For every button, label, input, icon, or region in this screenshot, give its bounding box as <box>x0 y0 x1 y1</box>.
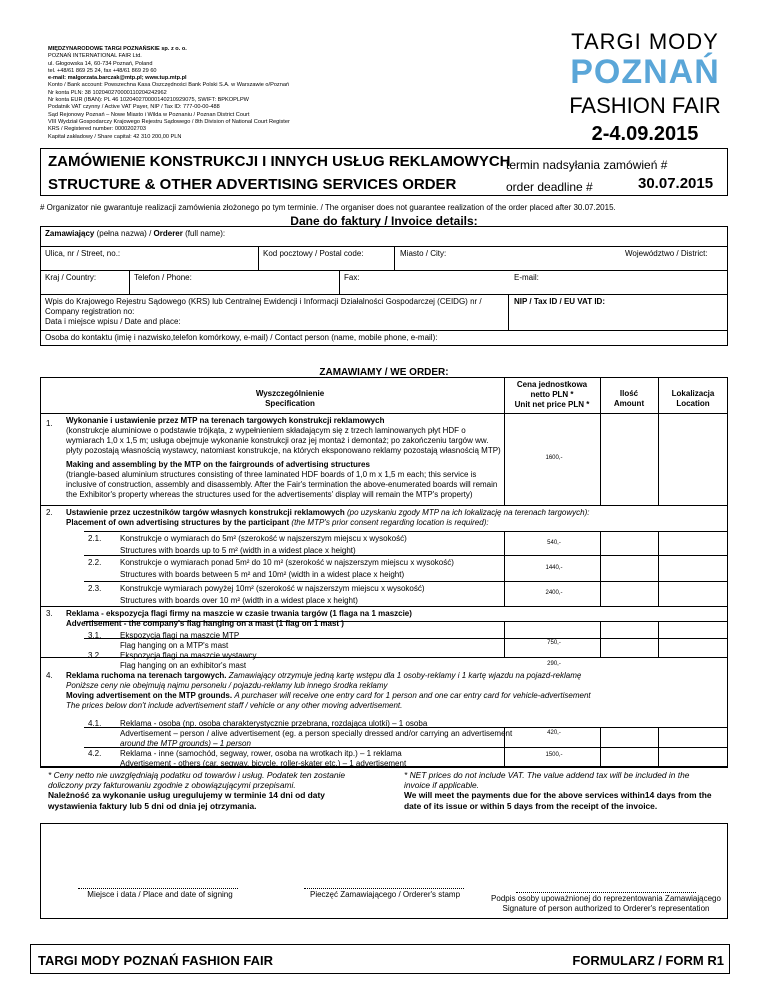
item2-1-pl: Konstrukcje o wymiarach do 5m² (szerokość w najszerszym miejscu x wysokość) <box>120 534 407 543</box>
deadline-en: order deadline # <box>506 180 593 194</box>
company-bank: Konto / Bank account: Powszechna Kasa Oszczędności Bank Polski S.A. w Warszawie o/Poznań <box>48 82 290 89</box>
item2-title-pl: Ustawienie przez uczestników targów własnych konstrukcji reklamowych <box>66 508 345 517</box>
item4-1-en2: around the MTP grounds) – 1 person <box>120 739 251 748</box>
logo-line1: TARGI MODY <box>571 29 719 54</box>
contact-person-field[interactable]: Osoba do kontaktu (imię i nazwisko,telefon komórkowy, e-mail) / Contact person (name, mobile phone, e-mail): <box>45 333 438 342</box>
item4-1-description <box>120 719 512 749</box>
item2-header <box>66 508 726 528</box>
email-field[interactable]: E-mail: <box>514 273 539 282</box>
item2-3-pl: Konstrukcje wymiarach powyżej 10m² (szerokość w najszerszym miejscu x wysokość) <box>120 584 425 593</box>
postal-code-field[interactable]: Kod pocztowy / Postal code: <box>263 249 364 258</box>
item2-3-number: 2.3. <box>88 584 102 593</box>
notes-pl <box>48 770 378 811</box>
item3-1-price: 750,- <box>547 640 561 646</box>
item3-2-price: 290,- <box>547 661 561 667</box>
item4-title-en: Moving advertisement on the MTP grounds. <box>66 691 233 700</box>
note-pl-4: wystawienia faktury lub 5 dni od dnia jej otrzymania. <box>48 800 257 811</box>
item1-desc-en1: (triangle-based aluminium structures consisting of three laminated HDF boards of 1,0 m x 1,5 m each; this service is <box>66 470 477 479</box>
col-loc-pl: Lokalizacja <box>671 389 715 398</box>
orderer-field[interactable]: Zamawiający (pełna nazwa) / Orderer (full name): <box>45 229 226 238</box>
company-account-eur: Nr konta EUR (IBAN): PL 46 102040270000140210929075, SWIFT: BPKOPLPW <box>48 97 249 104</box>
item2-1-price: 540,- <box>547 540 561 546</box>
item4-2-pl: Reklama - inne (samochód, segway, rower, osoba na wrotkach itp.) – 1 reklama <box>120 749 402 758</box>
signature-label <box>488 894 724 914</box>
country-field[interactable]: Kraj / Country: <box>45 273 97 282</box>
item2-1-number: 2.1. <box>88 534 102 543</box>
item3-number: 3. <box>46 609 53 618</box>
stamp-label: Pieczęć Zamawiającego / Orderer's stamp <box>309 890 461 899</box>
company-email: e-mail: malgorzata.barczak@mtp.pl; www.tup.mtp.pl <box>48 75 187 82</box>
item4-2-number: 4.2. <box>88 749 102 758</box>
item1-price: 1600,- <box>545 455 563 461</box>
item2-2-description <box>120 558 454 580</box>
krs-label: Wpis do Krajowego Rejestru Sądowego (KRS) lub Centralnej Ewidencji i Informacji Działalności Gospodarczej (CEIDG) nr / <box>45 297 482 306</box>
logo-line3: FASHION FAIR <box>569 93 721 118</box>
fax-field[interactable]: Fax: <box>344 273 360 282</box>
invoice-box <box>40 226 728 346</box>
item3-1-description <box>120 631 239 651</box>
item2-2-number: 2.2. <box>88 558 102 567</box>
signature-label-pl: Podpis osoby upoważnionej do reprezentowania Zamawiającego <box>491 894 721 903</box>
item4-note-pl: Poniższe ceny nie obejmują najmu personelu / pojazdu-reklamy lub innego środka reklamy <box>66 681 388 690</box>
fair-dates: 2-4.09.2015 <box>591 123 699 145</box>
item4-2-price: 1500,- <box>545 752 563 758</box>
item4-1-en: Advertisement – person / alive advertisement (eg. a person specially dressed and/or carrying an advertisement <box>120 729 513 738</box>
note-en-2: invoice if applicable. <box>404 780 479 791</box>
company-krs: KRS / Registered number: 0000202703 <box>48 126 146 133</box>
item3-2-number: 3.2. <box>88 651 102 660</box>
note-en-1: * NET prices do not include VAT. The value addend tax will be included in the <box>404 770 690 780</box>
col-qty-en: Amount <box>613 399 645 408</box>
item2-title-en-note: (the MTP's prior consent regarding location is required): <box>291 518 489 527</box>
item4-header <box>66 671 726 711</box>
item3-2-pl: Ekspozycja flagi na maszcie wystawcy <box>120 651 257 660</box>
fair-logo <box>560 30 730 146</box>
item2-1-description <box>120 534 407 556</box>
item1-desc-en2: inclusive of construction, assembly and disassembly. After the Fair's termination the above-enumerated boards will remain <box>66 480 498 489</box>
item4-2-description <box>120 749 406 769</box>
item1-title-pl: Wykonanie i ustawienie przez MTP na terenach targowych konstrukcji reklamowych <box>66 416 385 425</box>
item2-2-price: 1440,- <box>545 565 563 571</box>
item2-title-pl-note: (po uzyskaniu zgody MTP na ich lokalizację na terenach targowych): <box>347 508 590 517</box>
notes-en <box>404 770 734 811</box>
item4-note-en: The prices below don't include advertisement staff / vehicle or any other moving advertisement. <box>66 701 403 710</box>
note-en-4: date of its issue or within 5 days from the receipt of the invoice. <box>404 800 658 811</box>
deadline-date: 30.07.2015 <box>638 175 714 192</box>
nip-field[interactable]: NIP / Tax ID / EU VAT ID: <box>514 297 605 306</box>
note-pl-1: * Ceny netto nie uwzględniają podatku od towarów i usług. Podatek ten zostanie <box>48 770 346 780</box>
place-date-label: Miejsce i data / Place and date of signing <box>87 890 233 899</box>
item4-title-pl-note: Zamawiający otrzymuje jedną kartę wstępu dla 1 osoby-reklamy i 1 kartę wjazdu na pojazd-reklamę <box>228 671 582 680</box>
item3-1-number: 3.1. <box>88 631 102 640</box>
stamp-line[interactable] <box>304 888 464 889</box>
item4-1-pl: Reklama - osoba (np. osoba charakterystycznie przebrana, rozdająca ulotki) – 1 osoba <box>120 719 428 728</box>
col-qty-pl: Ilość <box>619 389 639 398</box>
company-court-division: VIII Wydział Gospodarczy Krajowego Rejestru Sądowego / 8th Division of National Court Register <box>48 118 290 125</box>
company-info <box>48 46 448 141</box>
district-field[interactable]: Województwo / District: <box>625 249 708 258</box>
col-amount <box>600 389 658 409</box>
item2-2-pl: Konstrukcje o wymiarach ponad 5m² do 10 m² (szerokość w najszerszym miejscu x wysokość) <box>120 558 454 567</box>
invoice-heading: Dane do faktury / Invoice details: <box>290 214 478 228</box>
place-date-line[interactable] <box>78 888 238 889</box>
item3-1-pl: Ekspozycja flagi na maszcie MTP <box>120 631 240 640</box>
item4-1-price: 420,- <box>547 730 561 736</box>
item4-2-en: Advertisement - others (car, segway, bicycle, roller-skater etc.) – 1 advertisement <box>120 759 407 768</box>
item4-1-number: 4.1. <box>88 719 102 728</box>
col-spec-pl: Wyszczególnienie <box>255 389 325 398</box>
col-location <box>658 389 728 409</box>
deadline-pl: termin nadsyłania zamówień # <box>506 158 668 172</box>
date-place-label: Data i miejsce wpisu / Date and place: <box>45 317 181 326</box>
item3-2-description <box>120 651 257 671</box>
col-price <box>504 380 600 410</box>
signature-label-en: Signature of person authorized to Orderer's representation <box>502 904 710 913</box>
signature-line[interactable] <box>516 892 696 893</box>
street-field[interactable]: Ulica, nr / Street, no.: <box>45 249 121 258</box>
company-phone: tel. +48/61 869 25 24, fax +48/61 869 29 60 <box>48 67 157 74</box>
col-spec-en: Specification <box>265 399 315 408</box>
col-price-pl: Cena jednostkowa <box>516 380 588 389</box>
logo-line2: POZNAŃ <box>570 53 720 91</box>
item2-number: 2. <box>46 508 53 517</box>
disclaimer: # Organizator nie gwarantuje realizacji zamówienia złożonego po tym terminie. / The organiser does not guarantee realization of the order placed after 30.07.2015. <box>40 203 616 212</box>
company-name-en: POZNAŃ INTERNATIONAL FAIR Ltd. <box>48 53 142 60</box>
note-pl-3: Należność za wykonanie usług uregulujemy w terminie 14 dni od daty <box>48 790 325 801</box>
title-en: STRUCTURE & OTHER ADVERTISING SERVICES ORDER <box>48 176 457 193</box>
note-en-3: We will meet the payments due for the above services within14 days from the <box>404 790 712 801</box>
item1-desc-pl2: wymiarach 1,0 x 1,5 m; usługa obejmuje wykonanie konstrukcji oraz jej montaż i demontaż; po zakończeniu targów ww. <box>66 436 489 445</box>
item3-title-pl: Reklama - ekspozycja flagi firmy na maszcie w czasie trwania targów (1 flaga na 1 maszcie) <box>66 609 412 618</box>
item2-2-en: Structures with boards between 5 m² and 10m² (width in a widest place x height) <box>120 570 405 579</box>
item1-title-en: Making and assembling by the MTP on the fairgrounds of advertising structures <box>66 460 370 469</box>
company-vat: Podatnik VAT czynny / Active VAT Payer, NIP / Tax ID: 777-00-00-488 <box>48 104 220 111</box>
item3-1-en: Flag hanging on a MTP's mast <box>120 641 229 650</box>
item2-1-en: Structures with boards up to 5 m² (width in a widest place x height) <box>120 546 356 555</box>
col-loc-en: Location <box>676 399 710 408</box>
col-price-pl2: netto PLN * <box>530 390 574 399</box>
order-heading: ZAMAWIAMY / WE ORDER: <box>319 367 449 378</box>
item4-title-pl: Reklama ruchoma na terenach targowych. <box>66 671 227 680</box>
item2-3-price: 2400,- <box>545 590 563 596</box>
item1-description <box>66 416 502 500</box>
item3-2-en: Flag hanging on an exhibitor's mast <box>120 661 247 670</box>
footer-right: FORMULARZ / FORM R1 <box>572 953 724 968</box>
col-price-en: Unit net price PLN * <box>514 400 590 409</box>
company-capital: Kapitał zakładowy / Share capital: 42 310 200,00 PLN <box>48 133 182 140</box>
phone-field[interactable]: Telefon / Phone: <box>134 273 192 282</box>
company-court: Sąd Rejonowy Poznań – Nowe Miasto i Wilda w Poznaniu / Poznan District Court <box>48 111 250 118</box>
item2-title-en: Placement of own advertising structures by the participant <box>66 518 290 527</box>
item2-3-description <box>120 584 425 606</box>
item4-number: 4. <box>46 671 53 680</box>
footer-left: TARGI MODY POZNAŃ FASHION FAIR <box>38 953 273 968</box>
item1-desc-pl3: płyty pozostają własnością wystawcy, natomiast konstrukcje, na których eksponowano reklamy pozostają własnością MTP) <box>66 446 501 455</box>
item1-number: 1. <box>46 419 53 428</box>
item2-3-en: Structures with boards over 10 m² (width in a widest place x height) <box>120 596 358 605</box>
item4-title-en-note: A purchaser will receive one entry card for 1 person and one car entry card for vehicle-advertisement <box>234 691 591 700</box>
krs-label-en: Company registration no: <box>45 307 135 316</box>
item3-header <box>66 609 412 629</box>
title-pl: ZAMÓWIENIE KONSTRUKCJI I INNYCH USŁUG REKLAMOWYCH <box>48 153 511 170</box>
company-address: ul. Głogowska 14, 60-734 Poznań, Poland <box>48 60 153 67</box>
company-name: MIĘDZYNARODOWE TARGI POZNAŃSKIE sp. z o. o. <box>48 46 187 52</box>
col-specification <box>200 389 380 409</box>
city-field[interactable]: Miasto / City: <box>400 249 447 258</box>
registration-field[interactable] <box>45 297 482 327</box>
item1-desc-pl1: (konstrukcje aluminiowe o podstawie trójkąta, z wypełnieniem składającym się z trzech laminowanych płyt HDF o <box>66 426 466 435</box>
item1-desc-en3: the Exhibitor's property whereas the structures used for the advertisements' display will remain the MTP's property) <box>66 490 473 499</box>
company-account-pln: Nr konta PLN: 38 102040270000110204242962 <box>48 89 167 96</box>
note-pl-2: doliczony przy fakturowaniu zgodnie z obowiązującymi przepisami. <box>48 780 296 791</box>
item3-title-en: Advertisement - the company's flag hanging on a mast (1 flag on 1 mast ) <box>66 619 344 628</box>
